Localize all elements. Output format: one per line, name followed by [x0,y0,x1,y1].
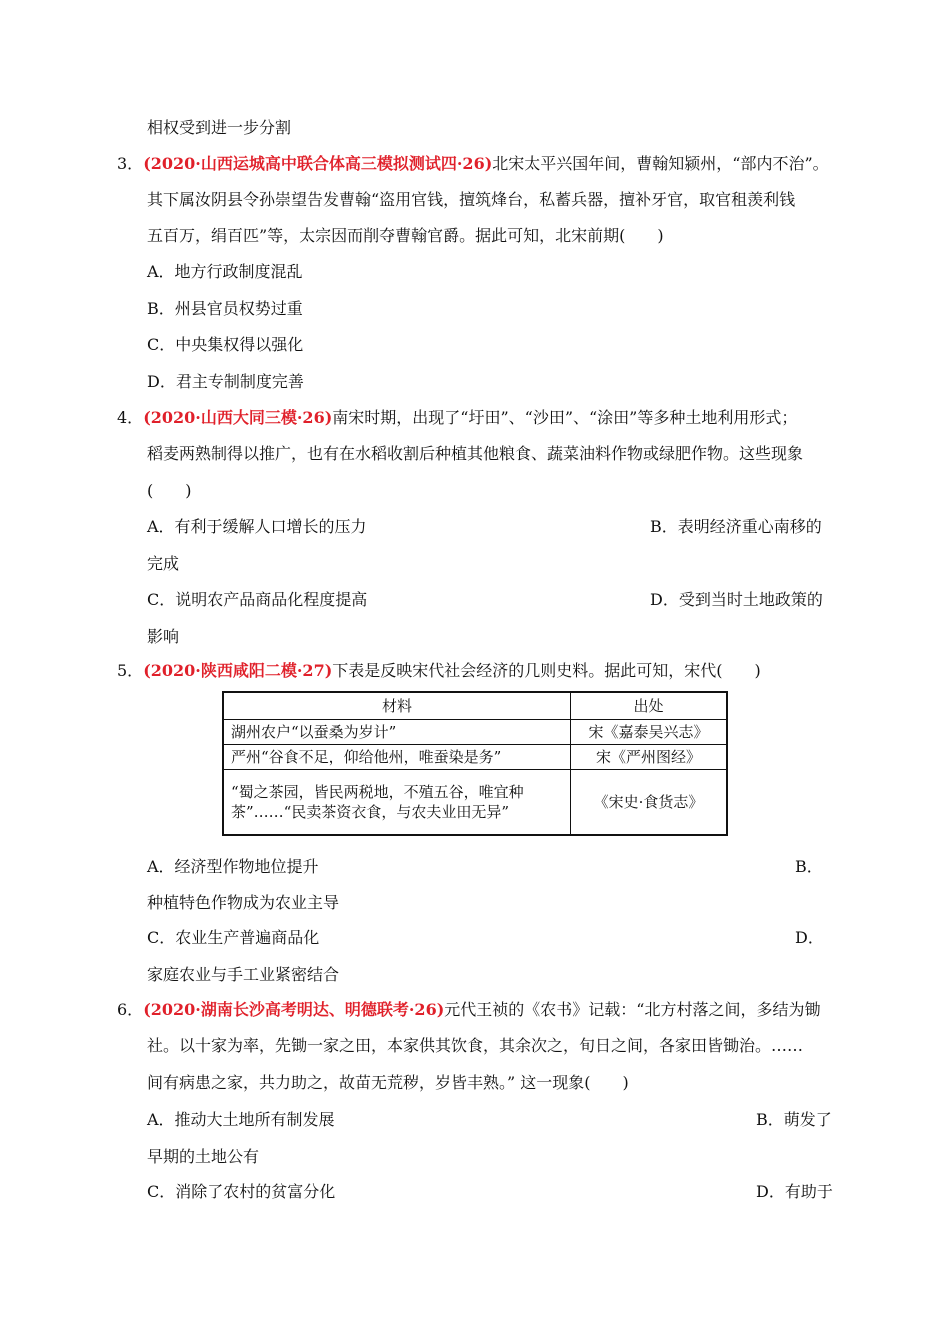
table-row [223,770,727,836]
continuation-text: 相权受到进一步分割 [147,118,292,137]
question-number: 6． [117,1000,144,1019]
question-source: (2020·山西运城高中联合体高三模拟测试四·26) [143,154,493,173]
option-b-continued: 完成 [147,554,180,573]
option-d: D．有助于 [756,1182,833,1201]
question-stem-line: 其下属汝阴县令孙崇望告发曹翰“盗用官钱，擅筑烽台，私蓄兵器，擅补牙官，取官租羡利钱 [147,190,796,209]
option-b: B．表明经济重心南移的 [650,517,822,536]
option-b: B．萌发了 [756,1110,832,1129]
table-header-row [223,692,727,720]
option-a: A．地方行政制度混乱 [147,262,303,281]
option-a: A．经济型作物地位提升 [147,857,319,876]
question-stem: 元代王祯的《农书》记载：“北方村落之间，多结为锄 [444,1000,821,1019]
table-row [223,745,727,770]
option-c: C．消除了农村的贫富分化 [147,1182,336,1201]
option-d: D．君主专制制度完善 [147,372,304,391]
table-header: 材料 [223,692,571,720]
table-header: 出处 [571,692,728,720]
question-stem: 南宋时期，出现了“圩田”、“沙田”、“涂田”等多种土地利用形式； [332,408,798,427]
option-b-continued: 早期的土地公有 [147,1147,260,1166]
option-d: D．受到当时土地政策的 [650,590,823,609]
question-source: (2020·山西大同三模·26) [143,408,333,427]
option-a: A．有利于缓解人口增长的压力 [147,517,367,536]
table-row [223,720,727,745]
question-6-first-line [117,999,820,1021]
question-number: 5． [117,661,144,680]
question-stem-line: ( ) [147,481,192,500]
option-c: C．农业生产普遍商品化 [147,928,320,947]
option-d-continued: 家庭农业与手工业紧密结合 [147,965,340,984]
question-stem: 下表是反映宋代社会经济的几则史料。据此可知，宋代( ) [332,661,761,680]
question-5-first-line [117,660,761,682]
question-stem-line: 间有病患之家，共力助之，故苗无荒秽，岁皆丰熟。” 这一现象( ) [147,1073,629,1092]
question-3-first-line [117,153,829,175]
question-stem: 北宋太平兴国年间，曹翰知颍州，“部内不治”。 [492,154,829,173]
question-number: 4． [117,408,144,427]
table-cell: 湖州农户“以蚕桑为岁计” [223,720,571,745]
table-cell: 《宋史·食货志》 [571,770,728,836]
question-stem-line: 五百万，绢百匹”等，太宗因而削夺曹翰官爵。据此可知，北宋前期( ) [147,226,664,245]
table-cell: 宋《嘉泰吴兴志》 [571,720,728,745]
question-source: (2020·陕西咸阳二模·27) [143,661,333,680]
option-b-continued: 种植特色作物成为农业主导 [147,893,340,912]
option-b: B． [795,857,823,876]
table-cell: 宋《严州图经》 [571,745,728,770]
table-cell: 严州“谷食不足，仰给他州，唯蚕染是务” [223,745,571,770]
option-d-continued: 影响 [147,627,180,646]
question-stem-line: 稻麦两熟制得以推广，也有在水稻收割后种植其他粮食、蔬菜油料作物或绿肥作物。这些现象 [147,444,804,463]
option-b: B．州县官员权势过重 [147,299,303,318]
materials-table [222,691,728,836]
option-d: D． [795,928,824,947]
question-source: (2020·湖南长沙高考明达、明德联考·26) [143,1000,445,1019]
option-c: C．中央集权得以强化 [147,335,304,354]
option-a: A．推动大土地所有制发展 [147,1110,335,1129]
question-4-first-line [117,407,797,429]
question-number: 3． [117,154,144,173]
table-cell: “蜀之茶园，皆民两税地，不殖五谷，唯宜种茶”……“民卖茶资衣食，与农夫业田无异” [223,770,571,836]
option-c: C．说明农产品商品化程度提高 [147,590,368,609]
question-stem-line: 社。以十家为率，先锄一家之田，本家供其饮食，其余次之，旬日之间，各家田皆锄治。…… [147,1036,804,1055]
